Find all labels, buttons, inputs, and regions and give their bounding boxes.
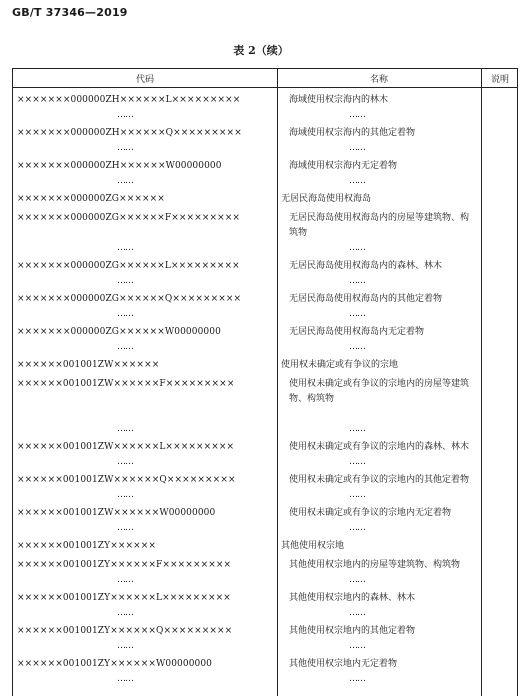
row-code-ellipsis: …… xyxy=(117,523,133,533)
column-header-note: 说明 xyxy=(490,75,509,85)
row-code-ellipsis: …… xyxy=(117,490,133,500)
row-code-ellipsis: …… xyxy=(117,176,133,186)
row-name: 无居民海岛使用权海岛内的其他定着物 xyxy=(289,294,443,304)
table-row xyxy=(13,624,517,655)
row-name: 无居民海岛使用权海岛内的森林、林木 xyxy=(289,261,443,271)
row-code-ellipsis: …… xyxy=(117,110,133,120)
row-code-ellipsis: …… xyxy=(117,276,133,286)
row-name-ellipsis: …… xyxy=(349,490,365,500)
row-code: ××××××001001ZY××××××W00000000 xyxy=(17,659,213,669)
table-row xyxy=(13,558,517,589)
table-row xyxy=(13,159,517,190)
row-code: ×××××××000000ZG××××××W00000000 xyxy=(17,327,221,337)
row-name: 使用权未确定或有争议的宗地 xyxy=(281,360,399,370)
row-code: ××××××001001ZY××××××F××××××××× xyxy=(17,560,232,570)
row-name-ellipsis: …… xyxy=(349,276,365,286)
row-code: ××××××001001ZW××××××W00000000 xyxy=(17,508,216,518)
row-name: 海域使用权宗海内的林木 xyxy=(289,95,389,105)
table-row xyxy=(13,93,517,124)
row-code-ellipsis: …… xyxy=(117,457,133,467)
row-code: ×××××××000000ZG××××××Q××××××××× xyxy=(17,294,242,304)
row-name-ellipsis: …… xyxy=(349,523,365,533)
row-code: ××××××001001ZW×××××× xyxy=(17,360,160,370)
row-code-ellipsis: …… xyxy=(117,243,133,253)
row-code-ellipsis: …… xyxy=(117,575,133,585)
row-code: ×××××××000000ZG××××××F××××××××× xyxy=(17,213,241,223)
table-row xyxy=(13,358,517,375)
row-name: 其他使用权宗地内的森林、林木 xyxy=(289,593,416,603)
row-name: 其他使用权宗地内无定着物 xyxy=(289,659,398,669)
row-code-ellipsis: …… xyxy=(117,424,133,434)
row-code-ellipsis: …… xyxy=(117,342,133,352)
row-name-ellipsis: …… xyxy=(349,110,365,120)
column-header-name: 名称 xyxy=(369,75,388,85)
row-name-ellipsis: …… xyxy=(349,342,365,352)
row-name: 无居民海岛使用权海岛内的房屋等建筑物、构筑物 xyxy=(289,213,470,238)
row-code: ××××××001001ZY×××××× xyxy=(17,541,157,551)
table-row xyxy=(13,211,517,257)
row-name: 海域使用权宗海内无定着物 xyxy=(289,161,398,171)
row-code: ××××××001001ZY××××××Q××××××××× xyxy=(17,626,233,636)
row-name-ellipsis: …… xyxy=(349,309,365,319)
table-row xyxy=(13,591,517,622)
table-row xyxy=(13,259,517,290)
row-name: 其他使用权宗地 xyxy=(281,541,345,551)
row-name-ellipsis: …… xyxy=(349,176,365,186)
row-code-ellipsis: …… xyxy=(117,674,133,684)
row-name-ellipsis: …… xyxy=(349,641,365,651)
table-row xyxy=(13,473,517,504)
column-header-code: 代码 xyxy=(135,75,154,85)
row-name: 使用权未确定或有争议的宗地内的房屋等建筑物、构筑物 xyxy=(289,379,470,404)
row-code: ×××××××000000ZG×××××× xyxy=(17,194,165,204)
row-name: 使用权未确定或有争议的宗地内无定着物 xyxy=(289,508,452,518)
row-code-ellipsis: …… xyxy=(117,608,133,618)
row-code-ellipsis: …… xyxy=(117,143,133,153)
standard-number: GB/T 37346—2019 xyxy=(12,6,128,19)
row-code: ××××××001001ZW××××××F××××××××× xyxy=(17,379,235,389)
table-caption: 表 2（续） xyxy=(233,44,289,57)
row-name: 无居民海岛使用权海岛内无定着物 xyxy=(289,327,425,337)
row-name-ellipsis: …… xyxy=(349,608,365,618)
row-code-ellipsis: …… xyxy=(117,309,133,319)
row-name-ellipsis: …… xyxy=(349,674,365,684)
row-name-ellipsis: …… xyxy=(349,243,365,253)
row-code: ×××××××000000ZH××××××L××××××××× xyxy=(17,95,241,105)
table-row xyxy=(13,440,517,471)
row-code: ×××××××000000ZH××××××Q××××××××× xyxy=(17,128,242,138)
row-code: ××××××001001ZW××××××L××××××××× xyxy=(17,442,235,452)
table-row xyxy=(13,192,517,209)
row-code: ×××××××000000ZH××××××W00000000 xyxy=(17,161,222,171)
row-name: 其他使用权宗地内的其他定着物 xyxy=(289,626,416,636)
table-row xyxy=(13,325,517,356)
table-row xyxy=(13,377,517,438)
row-name: 无居民海岛使用权海岛 xyxy=(281,194,372,204)
row-name-ellipsis: …… xyxy=(349,575,365,585)
row-name: 使用权未确定或有争议的宗地内的森林、林木 xyxy=(289,442,470,452)
row-name-ellipsis: …… xyxy=(349,457,365,467)
row-name: 海域使用权宗海内的其他定着物 xyxy=(289,128,416,138)
table-row xyxy=(13,657,517,688)
row-code: ××××××001001ZW××××××Q××××××××× xyxy=(17,475,236,485)
code-table xyxy=(12,68,518,696)
row-code-ellipsis: …… xyxy=(117,641,133,651)
row-name: 使用权未确定或有争议的宗地内的其他定着物 xyxy=(289,475,470,485)
row-name-ellipsis: …… xyxy=(349,424,365,434)
row-code: ×××××××000000ZG××××××L××××××××× xyxy=(17,261,240,271)
table-row xyxy=(13,292,517,323)
table-row xyxy=(13,506,517,537)
row-code: ××××××001001ZY××××××L××××××××× xyxy=(17,593,231,603)
row-name-ellipsis: …… xyxy=(349,143,365,153)
table-row xyxy=(13,126,517,157)
table-header xyxy=(13,69,517,88)
row-name: 其他使用权宗地内的房屋等建筑物、构筑物 xyxy=(289,560,461,570)
table-row xyxy=(13,539,517,556)
